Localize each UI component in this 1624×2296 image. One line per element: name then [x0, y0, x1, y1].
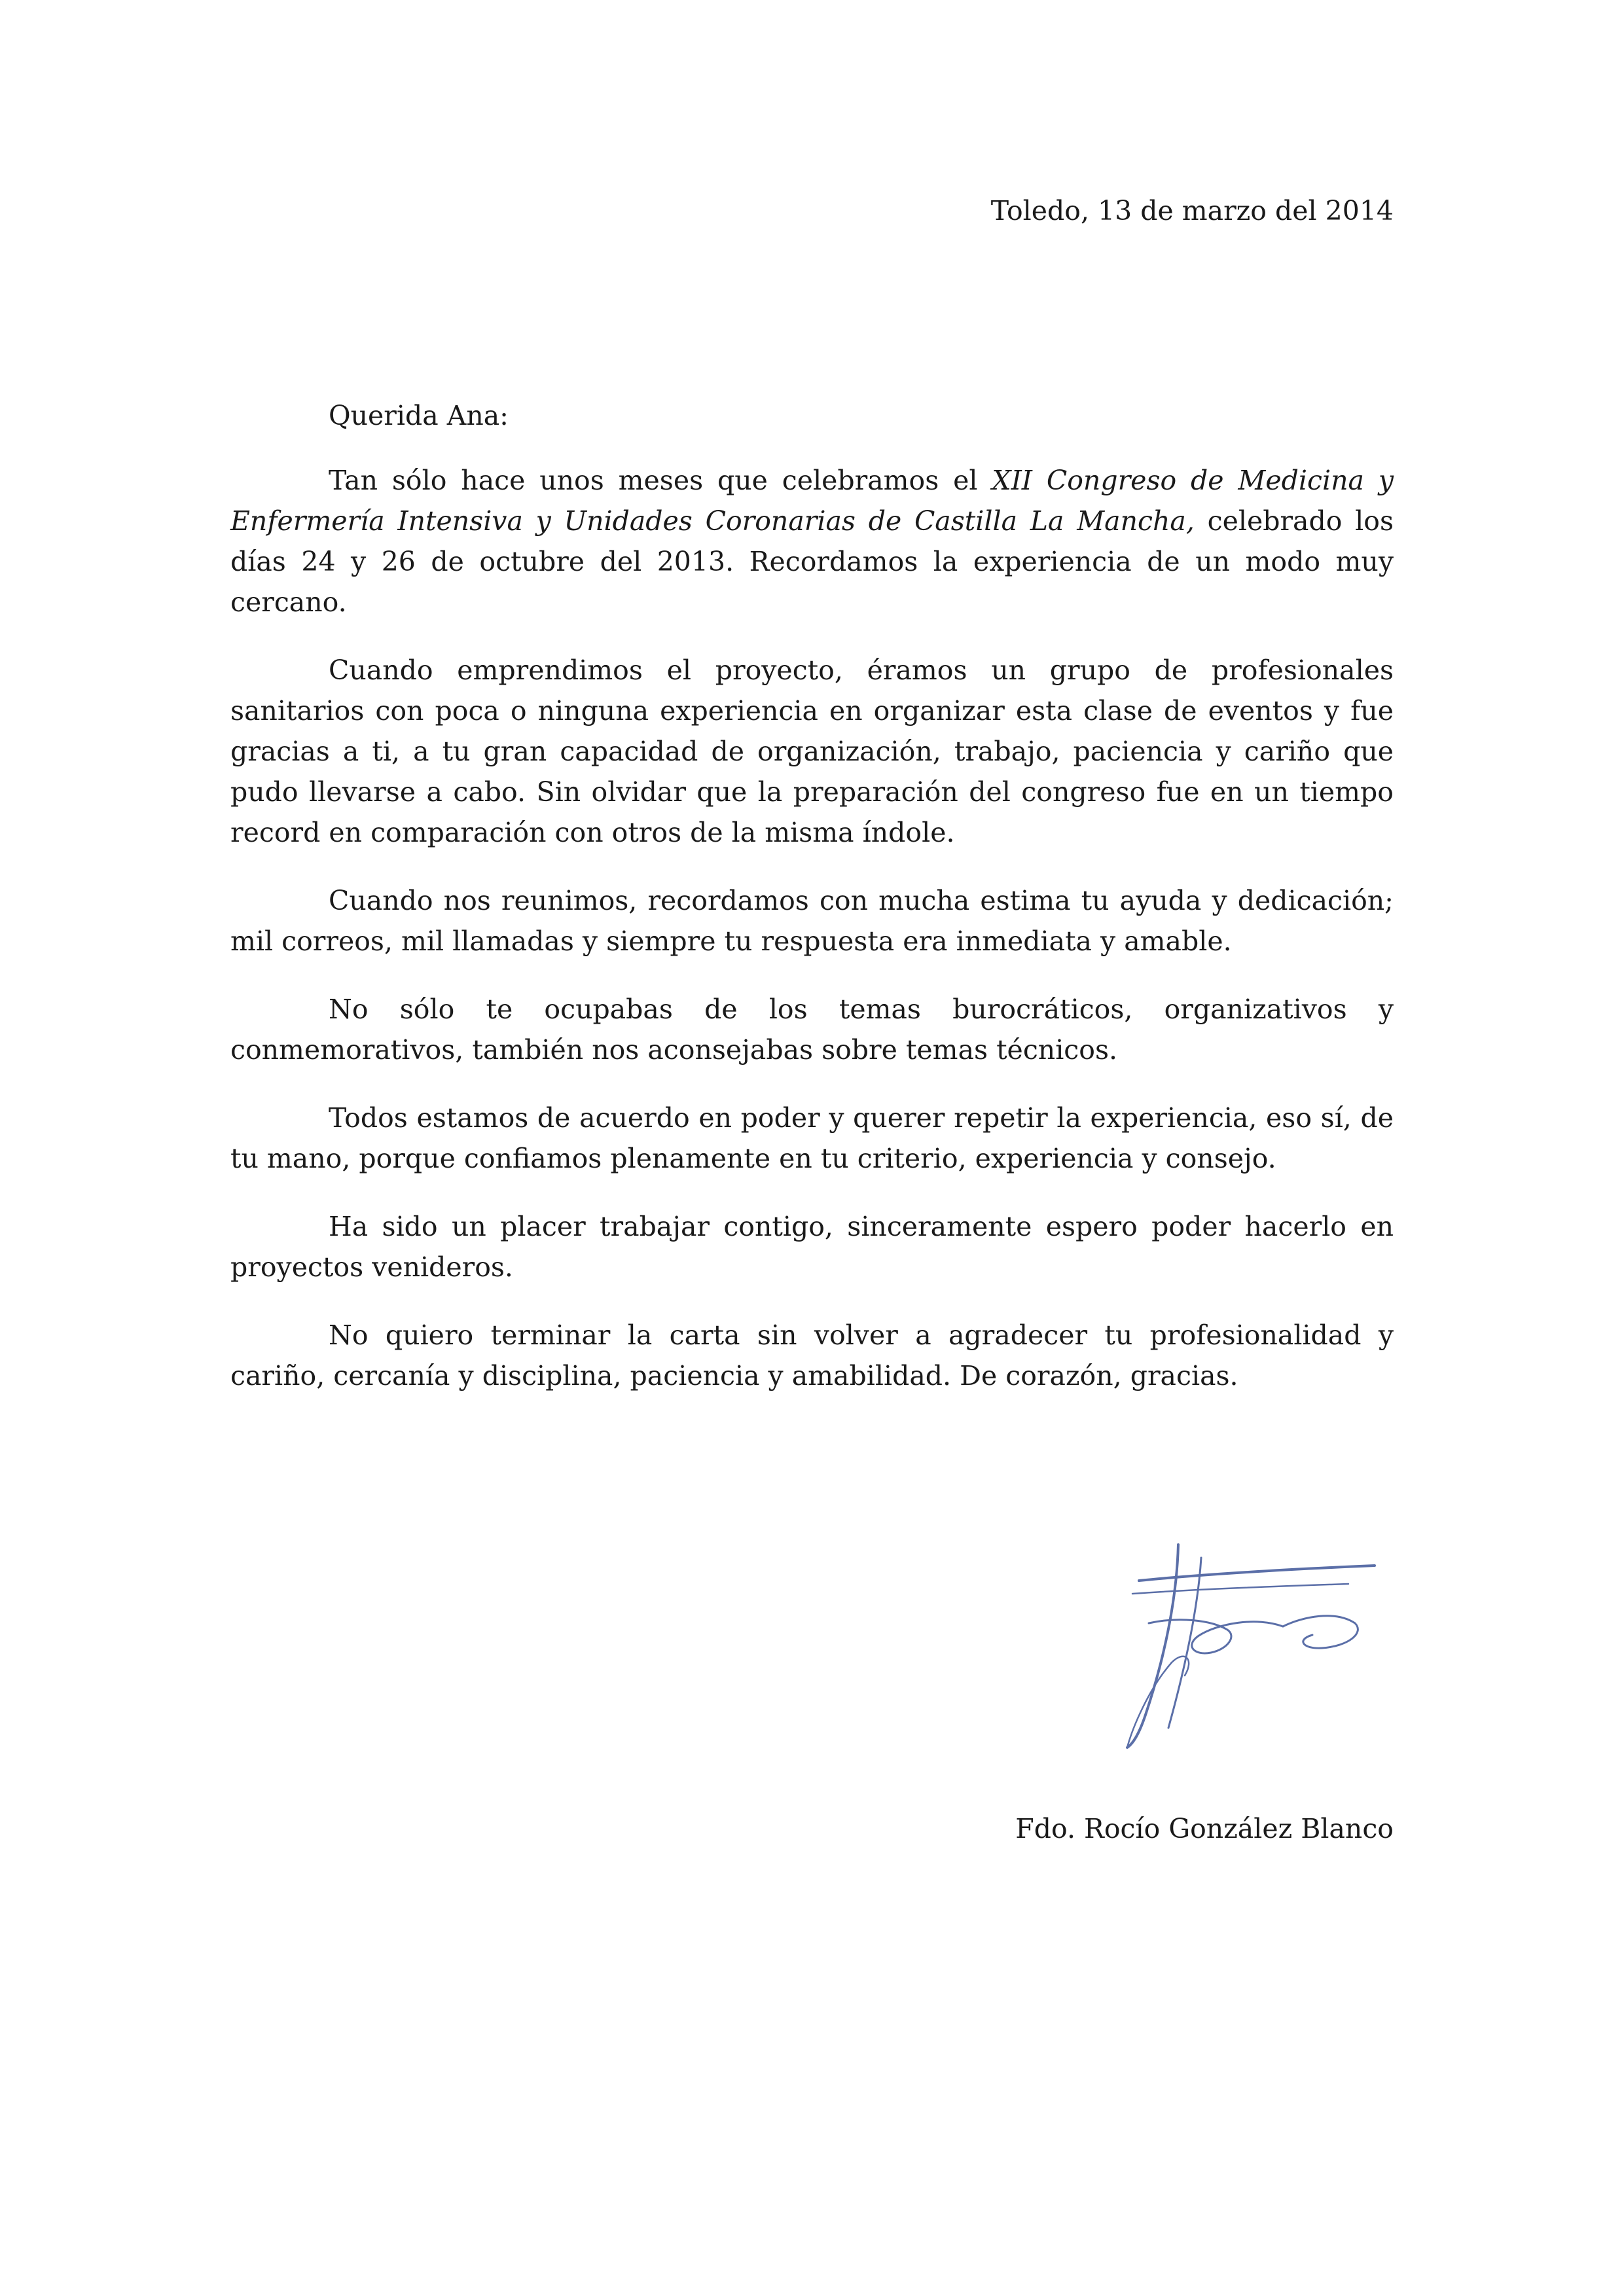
paragraph-5: Todos estamos de acuerdo en poder y querer repetir la experiencia, eso sí, de tu mano, porque confiamos plenamente en tu criterio, experiencia y consejo. — [230, 1102, 1394, 1174]
paragraph-1 — [230, 460, 1394, 622]
letter-body — [230, 460, 1394, 1424]
paragraph-4: No sólo te ocupabas de los temas burocráticos, organizativos y conmemorativos, también nos aconsejabas sobre temas técnicos. — [230, 994, 1394, 1066]
paragraph-2: Cuando emprendimos el proyecto, éramos un grupo de profesionales sanitarios con poca o ninguna experiencia en organizar esta clase de eventos y fue gracias a ti, a tu gran capacidad de organización, trabajo, paciencia y cariño que pudo llevarse a cabo. Sin olvidar que la preparación del congreso fue en un tiempo record en comparación con otros de la misma índole. — [230, 655, 1394, 848]
paragraph-7: No quiero terminar la carta sin volver a agradecer tu profesionalidad y cariño, cercanía y disciplina, paciencia y amabilidad. De corazón, gracias. — [230, 1319, 1394, 1391]
paragraph-3: Cuando nos reunimos, recordamos con mucha estima tu ayuda y dedicación; mil correos, mil llamadas y siempre tu respuesta era inmediata y amable. — [230, 885, 1394, 957]
congress-name: XII Congreso de Medicina y Enfermería Intensiva y Unidades Coronarias de Castilla La Mancha, — [230, 465, 1394, 537]
signer-name: Fdo. Rocío González Blanco — [1015, 1813, 1394, 1844]
paragraph-6: Ha sido un placer trabajar contigo, sinceramente espero poder hacerlo en proyectos venideros. — [230, 1211, 1394, 1283]
paragraph-1-rest: celebrado los días 24 y 26 de octubre del 2013. Recordamos la experiencia de un modo muy cercano. — [230, 505, 1394, 618]
salutation: Querida Ana: — [329, 400, 509, 431]
paragraph-1-intro: Tan sólo hace unos meses que celebramos el — [329, 465, 992, 496]
handwritten-signature — [1087, 1518, 1394, 1767]
letter-date: Toledo, 13 de marzo del 2014 — [990, 195, 1394, 226]
